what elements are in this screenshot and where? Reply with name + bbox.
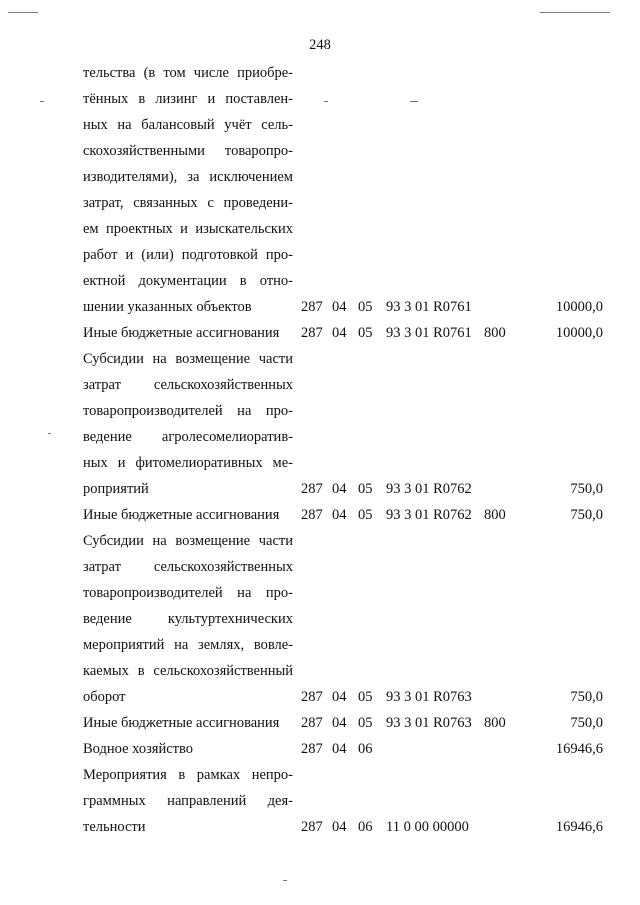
table-row — [0, 710, 640, 736]
scan-speck — [410, 101, 418, 102]
budget-table — [0, 60, 640, 840]
table-row — [0, 736, 640, 762]
cell-vr: 800 — [484, 715, 506, 731]
cell-desc: Субсидии на возмещение части — [83, 533, 293, 549]
table-row — [0, 190, 640, 216]
cell-pr: 05 — [358, 481, 373, 497]
cell-sum: 16946,6 — [555, 819, 603, 835]
cell-grbs: 287 — [301, 299, 323, 315]
cell-grbs: 287 — [301, 689, 323, 705]
cell-desc: ем проектных и изыскательских — [83, 221, 293, 237]
cell-grbs: 287 — [301, 325, 323, 341]
table-row — [0, 320, 640, 346]
table-row — [0, 528, 640, 554]
cell-rz: 04 — [332, 481, 347, 497]
cell-desc: граммных направлений дея- — [83, 793, 293, 809]
cell-desc: затрат, связанных с проведени- — [83, 195, 293, 211]
cell-grbs: 287 — [301, 741, 323, 757]
cell-sum: 10000,0 — [555, 299, 603, 315]
table-row — [0, 164, 640, 190]
cell-rz: 04 — [332, 325, 347, 341]
cell-csr: 93 3 01 R0761 — [386, 325, 472, 341]
cell-desc: ектной документации в отно- — [83, 273, 293, 289]
table-row — [0, 112, 640, 138]
cell-desc: ведение культуртехнических — [83, 611, 293, 627]
cell-grbs: 287 — [301, 715, 323, 731]
table-row — [0, 294, 640, 320]
cell-pr: 06 — [358, 741, 373, 757]
table-row — [0, 658, 640, 684]
cell-desc: работ и (или) подготовкой про- — [83, 247, 293, 263]
cell-pr: 05 — [358, 299, 373, 315]
scan-speck — [540, 12, 610, 13]
cell-sum: 750,0 — [570, 689, 603, 705]
cell-desc: Иные бюджетные ассигнования — [83, 325, 280, 341]
cell-desc: ных и фитомелиоративных ме- — [83, 455, 293, 471]
cell-desc: Иные бюджетные ассигнования — [83, 715, 280, 731]
cell-grbs: 287 — [301, 819, 323, 835]
scan-speck — [48, 433, 51, 434]
cell-rz: 04 — [332, 715, 347, 731]
cell-desc: затрат сельскохозяйственных — [83, 377, 293, 393]
cell-rz: 04 — [332, 741, 347, 757]
cell-csr: 93 3 01 R0762 — [386, 481, 472, 497]
table-row — [0, 580, 640, 606]
table-row — [0, 268, 640, 294]
cell-rz: 04 — [332, 299, 347, 315]
cell-desc: изводителями), за исключением — [83, 169, 293, 185]
cell-rz: 04 — [332, 819, 347, 835]
table-row — [0, 762, 640, 788]
scan-speck — [40, 101, 44, 102]
cell-desc: тельства (в том числе приобре- — [83, 65, 293, 81]
cell-desc: каемых в сельскохозяйственный — [83, 663, 293, 679]
table-row — [0, 606, 640, 632]
table-row — [0, 814, 640, 840]
table-row — [0, 398, 640, 424]
cell-desc: оборот — [83, 689, 126, 705]
cell-pr: 05 — [358, 715, 373, 731]
cell-desc: ных на балансовый учёт сель- — [83, 117, 293, 133]
cell-sum: 16946,6 — [555, 741, 603, 757]
table-row — [0, 502, 640, 528]
cell-sum: 750,0 — [570, 507, 603, 523]
table-row — [0, 86, 640, 112]
cell-grbs: 287 — [301, 481, 323, 497]
cell-desc: Иные бюджетные ассигнования — [83, 507, 280, 523]
cell-desc: Водное хозяйство — [83, 741, 194, 757]
scan-speck — [324, 101, 328, 102]
cell-sum: 750,0 — [570, 481, 603, 497]
cell-csr: 93 3 01 R0763 — [386, 689, 472, 705]
table-row — [0, 346, 640, 372]
cell-desc: Субсидии на возмещение части — [83, 351, 293, 367]
cell-sum: 10000,0 — [555, 325, 603, 341]
table-row — [0, 450, 640, 476]
page-number: 248 — [309, 37, 331, 53]
cell-pr: 05 — [358, 507, 373, 523]
table-row — [0, 216, 640, 242]
table-row — [0, 684, 640, 710]
table-row — [0, 788, 640, 814]
cell-desc: тённых в лизинг и поставлен- — [83, 91, 293, 107]
cell-pr: 06 — [358, 819, 373, 835]
cell-vr: 800 — [484, 325, 506, 341]
table-row — [0, 632, 640, 658]
cell-csr: 93 3 01 R0763 — [386, 715, 472, 731]
cell-rz: 04 — [332, 507, 347, 523]
cell-desc: мероприятий на землях, вовле- — [83, 637, 293, 653]
cell-desc: затрат сельскохозяйственных — [83, 559, 293, 575]
table-row — [0, 476, 640, 502]
table-row — [0, 242, 640, 268]
table-row — [0, 372, 640, 398]
cell-desc: скохозяйственными товаропро- — [83, 143, 293, 159]
cell-csr: 93 3 01 R0761 — [386, 299, 472, 315]
table-row — [0, 138, 640, 164]
cell-desc: Мероприятия в рамках непро- — [83, 767, 293, 783]
cell-desc: товаропроизводителей на про- — [83, 403, 293, 419]
cell-vr: 800 — [484, 507, 506, 523]
table-row — [0, 424, 640, 450]
cell-desc: ведение агролесомелиоратив- — [83, 429, 293, 445]
scan-speck — [283, 880, 287, 881]
table-row — [0, 60, 640, 86]
cell-desc: роприятий — [83, 481, 149, 497]
cell-desc: шении указанных объектов — [83, 299, 252, 315]
cell-csr: 11 0 00 00000 — [386, 819, 469, 835]
scan-speck — [8, 12, 38, 13]
cell-pr: 05 — [358, 325, 373, 341]
cell-pr: 05 — [358, 689, 373, 705]
cell-sum: 750,0 — [570, 715, 603, 731]
cell-csr: 93 3 01 R0762 — [386, 507, 472, 523]
cell-grbs: 287 — [301, 507, 323, 523]
cell-desc: товаропроизводителей на про- — [83, 585, 293, 601]
cell-desc: тельности — [83, 819, 146, 835]
cell-rz: 04 — [332, 689, 347, 705]
table-row — [0, 554, 640, 580]
